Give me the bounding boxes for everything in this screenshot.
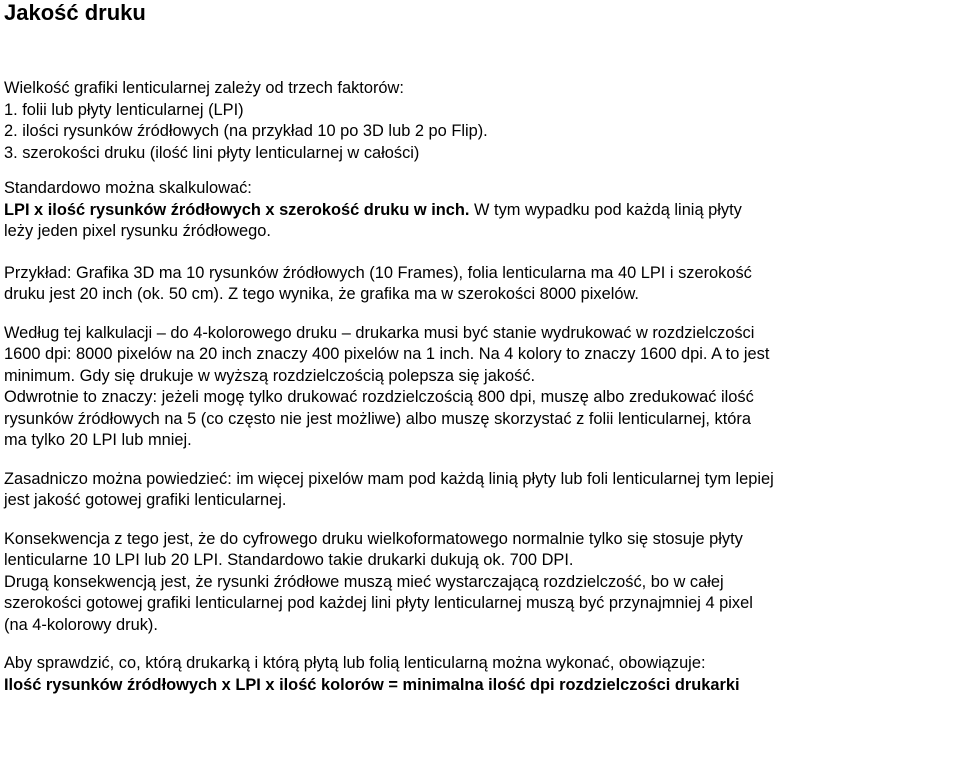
consequence-line-1: Konsekwencja z tego jest, że do cyfrowego druku wielkoformatowego normalnie tylko się stosuje płyty bbox=[4, 529, 743, 548]
check-line-1: Aby sprawdzić, co, którą drukarką i którą płytą lub folią lenticularną można wykonać, obowiązuje: bbox=[4, 654, 706, 672]
page-title: Jakość druku bbox=[4, 0, 146, 25]
spacer bbox=[4, 243, 956, 263]
standard-rest-2: leży jeden pixel rysunku źródłowego. bbox=[4, 222, 271, 240]
factor-item-2: 2. ilości rysunków źródłowych (na przykład 10 po 3D lub 2 po Flip). bbox=[4, 122, 488, 140]
calc-line-1: Według tej kalkulacji – do 4-kolorowego druku – drukarka musi być stanie wydrukować w rozdzielczości bbox=[4, 323, 755, 342]
consequence-line-3: Drugą konsekwencją jest, że rysunki źródłowe muszą mieć wystarczającą rozdzielczość, bo w całej bbox=[4, 572, 724, 591]
principle-line-2: jest jakość gotowej grafiki lenticularnej. bbox=[4, 491, 287, 509]
consequence-line-2: lenticularne 10 LPI lub 20 LPI. Standardowo takie drukarki dukują ok. 700 DPI. bbox=[4, 551, 574, 569]
factor-item-1: 1. folii lub płyty lenticularnej (LPI) bbox=[4, 100, 244, 119]
calculation-paragraph bbox=[4, 323, 956, 452]
spacer bbox=[4, 636, 956, 653]
calc-line-3: minimum. Gdy się drukuje w wyższą rozdzielczością polepsza się jakość. bbox=[4, 366, 536, 385]
principle-paragraph bbox=[4, 469, 956, 512]
standard-rest-1: W tym wypadku pod każdą linią płyty bbox=[469, 200, 742, 219]
calc-line-2: 1600 dpi: 8000 pixelów na 20 inch znaczy 400 pixelów na 1 inch. Na 4 kolory to znaczy 1600 dpi. A to jest bbox=[4, 345, 770, 363]
check-formula-line bbox=[4, 675, 956, 697]
calc-line-5: rysunków źródłowych na 5 (co często nie jest możliwe) albo muszę skorzystać z folii lenticularnej, która bbox=[4, 409, 751, 428]
calc-line-6: ma tylko 20 LPI lub mniej. bbox=[4, 431, 192, 449]
consequence-paragraph bbox=[4, 529, 956, 637]
standard-formula-line bbox=[4, 200, 956, 222]
spacer bbox=[4, 306, 956, 323]
intro-lead: Wielkość grafiki lenticularnej zależy od trzech faktorów: bbox=[4, 79, 404, 97]
standard-formula: LPI x ilość rysunków źródłowych x szerokość druku w inch. bbox=[4, 200, 470, 219]
example-paragraph bbox=[4, 263, 956, 306]
spacer bbox=[4, 452, 956, 469]
factor-item-3: 3. szerokości druku (ilość lini płyty lenticularnej w całości) bbox=[4, 143, 420, 162]
spacer bbox=[4, 512, 956, 529]
example-line-2: druku jest 20 inch (ok. 50 cm). Z tego wynika, że grafika ma w szerokości 8000 pixelów. bbox=[4, 285, 639, 303]
calc-line-4: Odwrotnie to znaczy: jeżeli mogę tylko drukować rozdzielczością 800 dpi, muszę albo zredukować ilość bbox=[4, 388, 754, 406]
standard-paragraph bbox=[4, 178, 956, 243]
principle-line-1: Zasadniczo można powiedzieć: im więcej pixelów mam pod każdą linią płyty lub foli lenticularnej tym lepiej bbox=[4, 469, 774, 488]
standard-lead: Standardowo można skalkulować: bbox=[4, 179, 252, 197]
check-paragraph bbox=[4, 653, 956, 696]
intro-paragraph bbox=[4, 78, 956, 164]
spacer bbox=[4, 164, 956, 178]
consequence-line-4: szerokości gotowej grafiki lenticularnej pod każdej lini płyty lenticularnej muszą być przynajmniej 4 pixel bbox=[4, 594, 753, 612]
consequence-line-5: (na 4-kolorowy druk). bbox=[4, 615, 158, 634]
spacer bbox=[4, 26, 956, 78]
document-page bbox=[4, 0, 956, 696]
example-line-1: Przykład: Grafika 3D ma 10 rysunków źródłowych (10 Frames), folia lenticularna ma 40 LPI i szerokość bbox=[4, 263, 752, 282]
check-formula: Ilość rysunków źródłowych x LPI x ilość kolorów = minimalna ilość dpi rozdzielczości drukarki bbox=[4, 675, 740, 694]
